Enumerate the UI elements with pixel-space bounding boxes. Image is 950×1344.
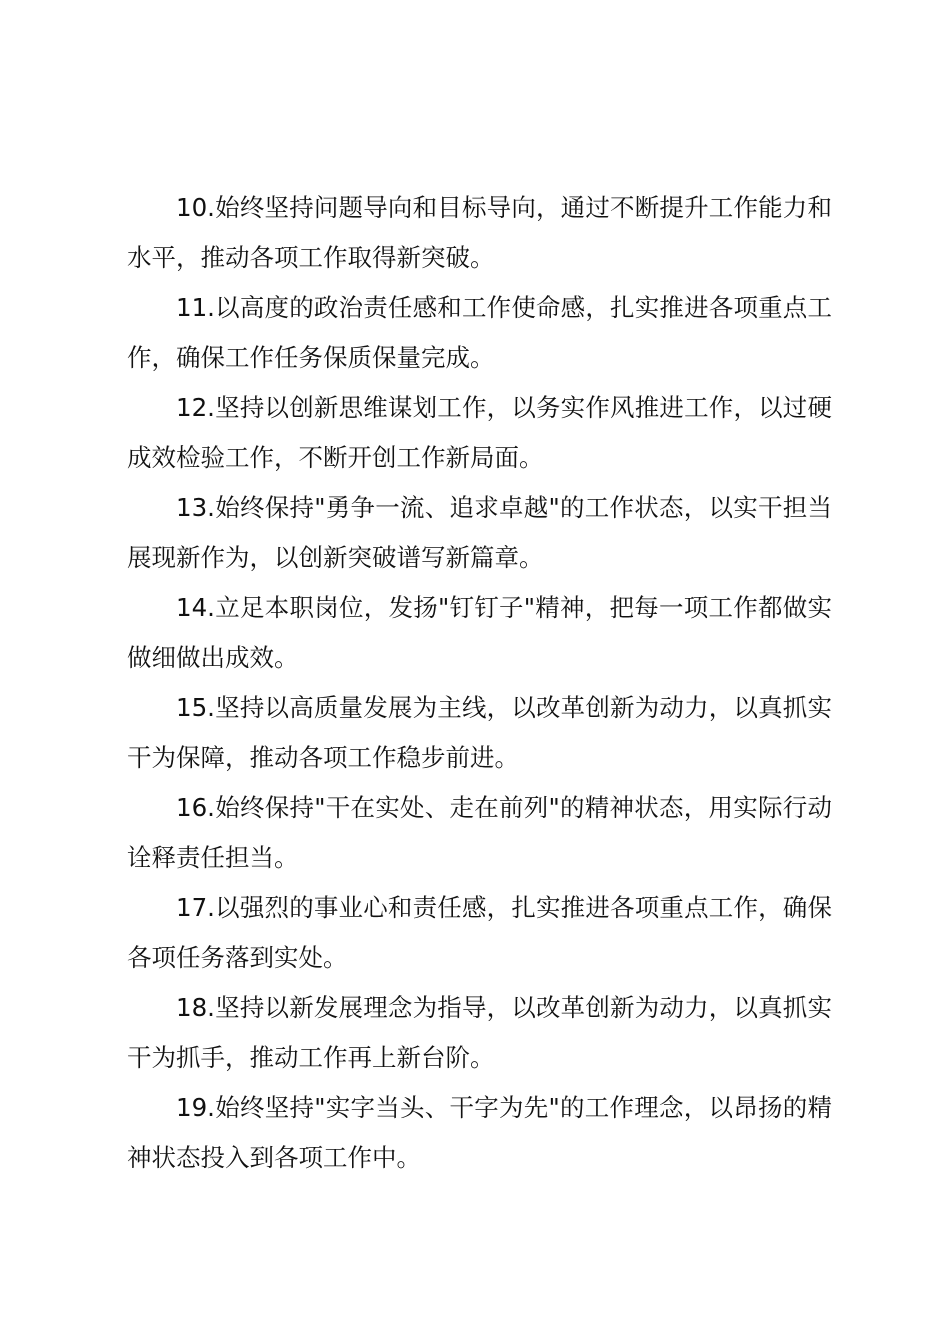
- document-body: [127, 183, 832, 1183]
- paragraph-18: 18.坚持以新发展理念为指导，以改革创新为动力，以真抓实干为抓手，推动工作再上新台阶。: [127, 993, 832, 1072]
- paragraph-15: 15.坚持以高质量发展为主线，以改革创新为动力，以真抓实干为保障，推动各项工作稳步前进。: [127, 693, 832, 772]
- paragraph-13: 13.始终保持"勇争一流、追求卓越"的工作状态，以实干担当展现新作为，以创新突破谱写新篇章。: [127, 493, 832, 572]
- paragraph-16: 16.始终保持"干在实处、走在前列"的精神状态，用实际行动诠释责任担当。: [127, 793, 832, 872]
- paragraph-12: 12.坚持以创新思维谋划工作，以务实作风推进工作，以过硬成效检验工作，不断开创工作新局面。: [127, 393, 832, 472]
- paragraph-11: 11.以高度的政治责任感和工作使命感，扎实推进各项重点工作，确保工作任务保质保量完成。: [127, 293, 832, 372]
- paragraph-10: 10.始终坚持问题导向和目标导向，通过不断提升工作能力和水平，推动各项工作取得新突破。: [127, 193, 832, 272]
- paragraph-17: 17.以强烈的事业心和责任感，扎实推进各项重点工作，确保各项任务落到实处。: [127, 893, 832, 972]
- paragraph-14: 14.立足本职岗位，发扬"钉钉子"精神，把每一项工作都做实做细做出成效。: [127, 593, 832, 672]
- paragraph-19: 19.始终坚持"实字当头、干字为先"的工作理念，以昂扬的精神状态投入到各项工作中。: [127, 1093, 832, 1172]
